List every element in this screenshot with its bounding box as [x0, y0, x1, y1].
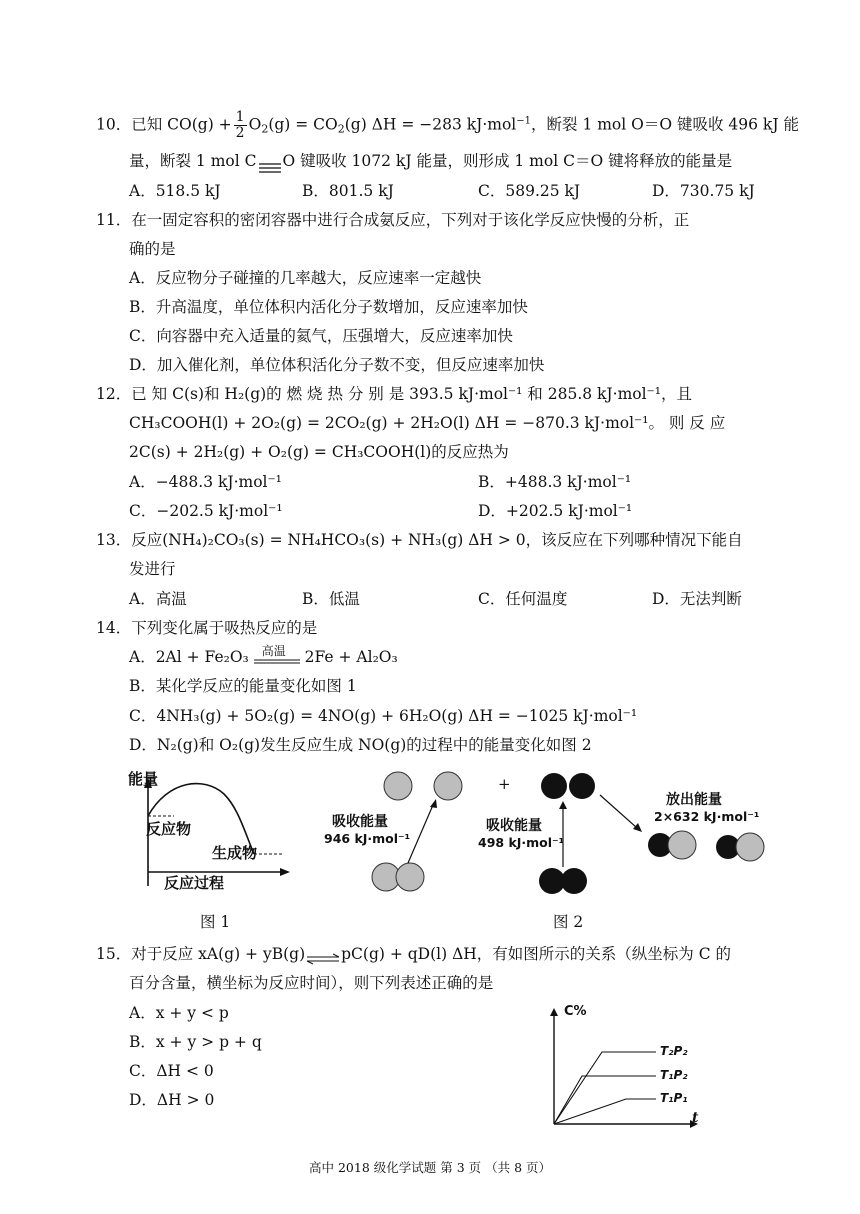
q11-option-d: D．加入催化剂，单位体积活化分子数不变，但反应速率加快	[129, 356, 545, 374]
fig1-reactant-label: 反应物	[146, 820, 192, 838]
fig2-release-label: 放出能量	[666, 792, 722, 808]
q13-line2: 发进行	[129, 560, 176, 578]
q12-option-d: D．+202.5 kJ·mol⁻¹	[478, 502, 633, 520]
q15-option-d: D．ΔH > 0	[129, 1091, 215, 1109]
fig3-curve-t2p2: T₂P₂	[660, 1044, 688, 1058]
q10-option-b: B．801.5 kJ	[302, 182, 394, 200]
q10-line2: 量，断裂 1 mol C O 键吸收 1072 kJ 能量，则形成 1 mol C＝O 键将释放的能量是	[129, 152, 733, 170]
fraction-one-half: $\frac{1}{2}$	[235, 109, 245, 141]
fig1-y-label: 能量	[128, 770, 159, 788]
q10-option-c: C．589.25 kJ	[478, 182, 581, 200]
figure-2-bond-energy-diagram	[320, 765, 790, 900]
q11-option-b: B．升高温度，单位体积内活化分子数增加，反应速率加快	[129, 298, 528, 316]
fig1-product-label: 生成物	[212, 844, 258, 862]
q13-option-b: B．低温	[302, 590, 360, 608]
triple-bond-icon	[259, 157, 281, 167]
fig2-release-value: 2×632 kJ·mol⁻¹	[654, 809, 760, 824]
q11-option-c: C．向容器中充入适量的氦气，压强增大，反应速率加快	[129, 327, 513, 345]
q12-option-a: A．−488.3 kJ·mol⁻¹	[129, 473, 282, 491]
fig2-caption: 图 2	[553, 913, 584, 931]
condition-arrow: 高温	[261, 644, 286, 658]
q10-option-d: D．730.75 kJ	[652, 182, 755, 200]
q13-line1: 13．反应(NH₄)₂CO₃(s) = NH₄HCO₃(s) + NH₃(g) ΔH > 0，该反应在下列哪种情况下能自	[96, 531, 743, 549]
c-percent-svg	[540, 1000, 710, 1130]
q15-option-b: B．x + y > p + q	[129, 1033, 262, 1051]
fig3-curve-t1p1: T₁P₁	[660, 1091, 688, 1105]
q12-line1: 12．已 知 C(s)和 H₂(g)的 燃 烧 热 分 别 是 393.5 kJ·mol⁻¹ 和 285.8 kJ·mol⁻¹，且	[96, 385, 692, 403]
q14-option-a: A．2Al + Fe₂O₃ 高温 2Fe + Al₂O₃	[129, 644, 398, 666]
fig2-absorb2-label: 吸收能量	[486, 818, 542, 834]
q15-line2: 百分含量，横坐标为反应时间），则下列表述正确的是	[129, 974, 494, 992]
figure-1-energy-diagram	[124, 768, 304, 898]
page-footer: 高中 2018 级化学试题 第 3 页 （共 8 页）	[308, 1160, 551, 1175]
q11-option-a: A．反应物分子碰撞的几率越大，反应速率一定越快	[129, 269, 482, 287]
equilibrium-arrow-icon	[306, 949, 340, 961]
fig2-absorb2-value: 498 kJ·mol⁻¹	[478, 835, 565, 850]
figure-3-c-percent-time	[540, 1000, 710, 1130]
fig2-plus: +	[498, 775, 511, 793]
q14-option-d: D．N₂(g)和 O₂(g)发生反应生成 NO(g)的过程中的能量变化如图 2	[129, 736, 592, 754]
q10-line1: 10．已知 CO(g) + $\frac{1}{2}$ $O_2(g) = CO_2(g) \Delta H = -283$ kJ·mol$^{-1}$，断裂 1 mol O＝O 键吸收 496 kJ 能	[96, 109, 799, 141]
q15-option-a: A．x + y < p	[129, 1004, 229, 1022]
q14-option-c: C．4NH₃(g) + 5O₂(g) = 4NO(g) + 6H₂O(g) ΔH = −1025 kJ·mol⁻¹	[129, 707, 638, 725]
fig3-x-label: t	[692, 1110, 699, 1126]
q10-option-a: A．518.5 kJ	[129, 182, 221, 200]
q11-line2: 确的是	[129, 240, 176, 258]
q15-option-c: C．ΔH < 0	[129, 1062, 214, 1080]
fig3-y-label: C%	[564, 1004, 587, 1019]
fig1-caption: 图 1	[200, 913, 231, 931]
q13-option-a: A．高温	[129, 590, 187, 608]
q12-line2: CH₃COOH(l) + 2O₂(g) = 2CO₂(g) + 2H₂O(l) ΔH = −870.3 kJ·mol⁻¹。 则 反 应	[129, 414, 726, 432]
q13-option-d: D．无法判断	[652, 590, 742, 608]
q11-line1: 11．在一固定容积的密闭容器中进行合成氨反应，下列对于该化学反应快慢的分析，正	[96, 211, 690, 229]
fig1-x-label: 反应过程	[164, 874, 225, 892]
q14-option-b: B．某化学反应的能量变化如图 1	[129, 677, 357, 695]
q12-line3: 2C(s) + 2H₂(g) + O₂(g) = CH₃COOH(l)的反应热为	[129, 443, 509, 461]
fig2-absorb1-label: 吸收能量	[332, 814, 388, 830]
fig2-absorb1-value: 946 kJ·mol⁻¹	[324, 831, 411, 846]
q15-line1: 15．对于反应 xA(g) + yB(g) pC(g) + qD(l) ΔH，有如图所示的关系（纵坐标为 C 的	[96, 945, 732, 963]
q12-option-c: C．−202.5 kJ·mol⁻¹	[129, 502, 283, 520]
q13-option-c: C．任何温度	[478, 590, 568, 608]
q14-stem: 14．下列变化属于吸热反应的是	[96, 619, 318, 637]
fig3-curve-t1p2: T₁P₂	[660, 1068, 688, 1082]
q12-option-b: B．+488.3 kJ·mol⁻¹	[478, 473, 632, 491]
